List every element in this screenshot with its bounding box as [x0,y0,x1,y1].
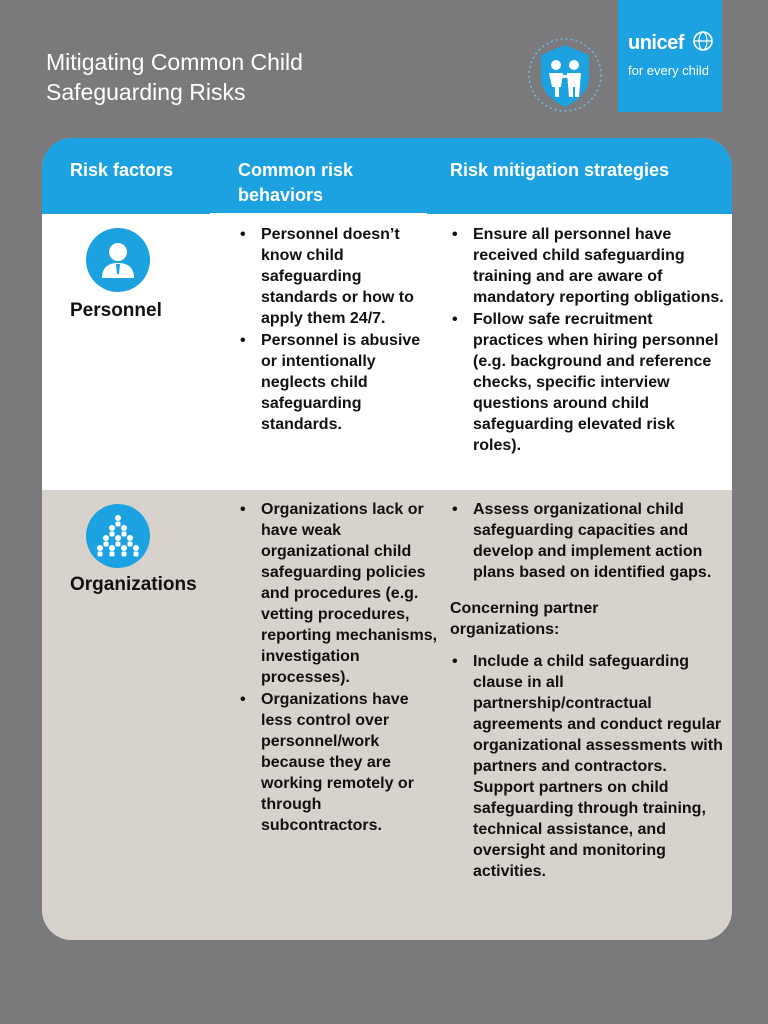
header-risk-factors: Risk factors [70,160,174,180]
strategies-list [450,499,726,584]
people-pyramid-icon [86,504,150,568]
partner-strategies-list [450,651,726,883]
list-item: • Organizations have less control over personnel/work because they are working remotely or through subcontractors. [238,689,438,836]
factor-label: Personnel [70,300,162,321]
strategies-list [450,224,726,457]
brand-tagline: for every child [628,63,709,78]
behaviors-list [238,224,438,436]
person-icon [86,228,150,292]
globe-icon [692,30,714,52]
table-row [42,214,732,490]
list-item: • Personnel doesn’t know child safeguarding standards or how to apply them 24/7. [238,224,438,329]
page-title-line-1: Mitigating Common Child [46,49,303,75]
child-safeguarding-emblem-icon [525,35,605,115]
list-item: • Personnel is abusive or intentionally neglects child safeguarding standards. [238,330,438,435]
page-title [46,47,426,107]
factor-label: Organizations [70,574,197,595]
list-item: • Include a child safeguarding clause in all partnership/contractual agreements and conduct regular organizational assessments with partners and contractors. Support partners on child safeguarding through training, technical assistance, and oversight and monitoring activities. [450,651,726,882]
list-item: • Assess organizational child safeguarding capacities and develop and implement action plans based on identified gaps. [450,499,726,583]
brand-name: unicef [628,32,684,54]
behaviors-list [238,499,438,837]
partner-organizations-heading: Concerning partner organizations: [450,600,599,638]
risk-table [42,138,732,940]
header-common-risk-behaviors: Common risk behaviors [238,160,354,205]
page-title-line-2: Safeguarding Risks [46,79,246,105]
table-row [42,490,732,940]
list-item: • Ensure all personnel have received child safeguarding training and are aware of mandatory reporting obligations. [450,224,726,308]
table-header [42,138,732,214]
list-item: • Follow safe recruitment practices when hiring personnel (e.g. background and reference checks, specific interview questions around child safeguarding elevated risk roles). [450,309,726,456]
unicef-logo [618,0,722,112]
list-item: • Organizations lack or have weak organizational child safeguarding policies and procedures (e.g. vetting procedures, reporting mechanisms, investigation processes). [238,499,438,688]
header-risk-mitigation-strategies: Risk mitigation strategies [450,160,670,180]
